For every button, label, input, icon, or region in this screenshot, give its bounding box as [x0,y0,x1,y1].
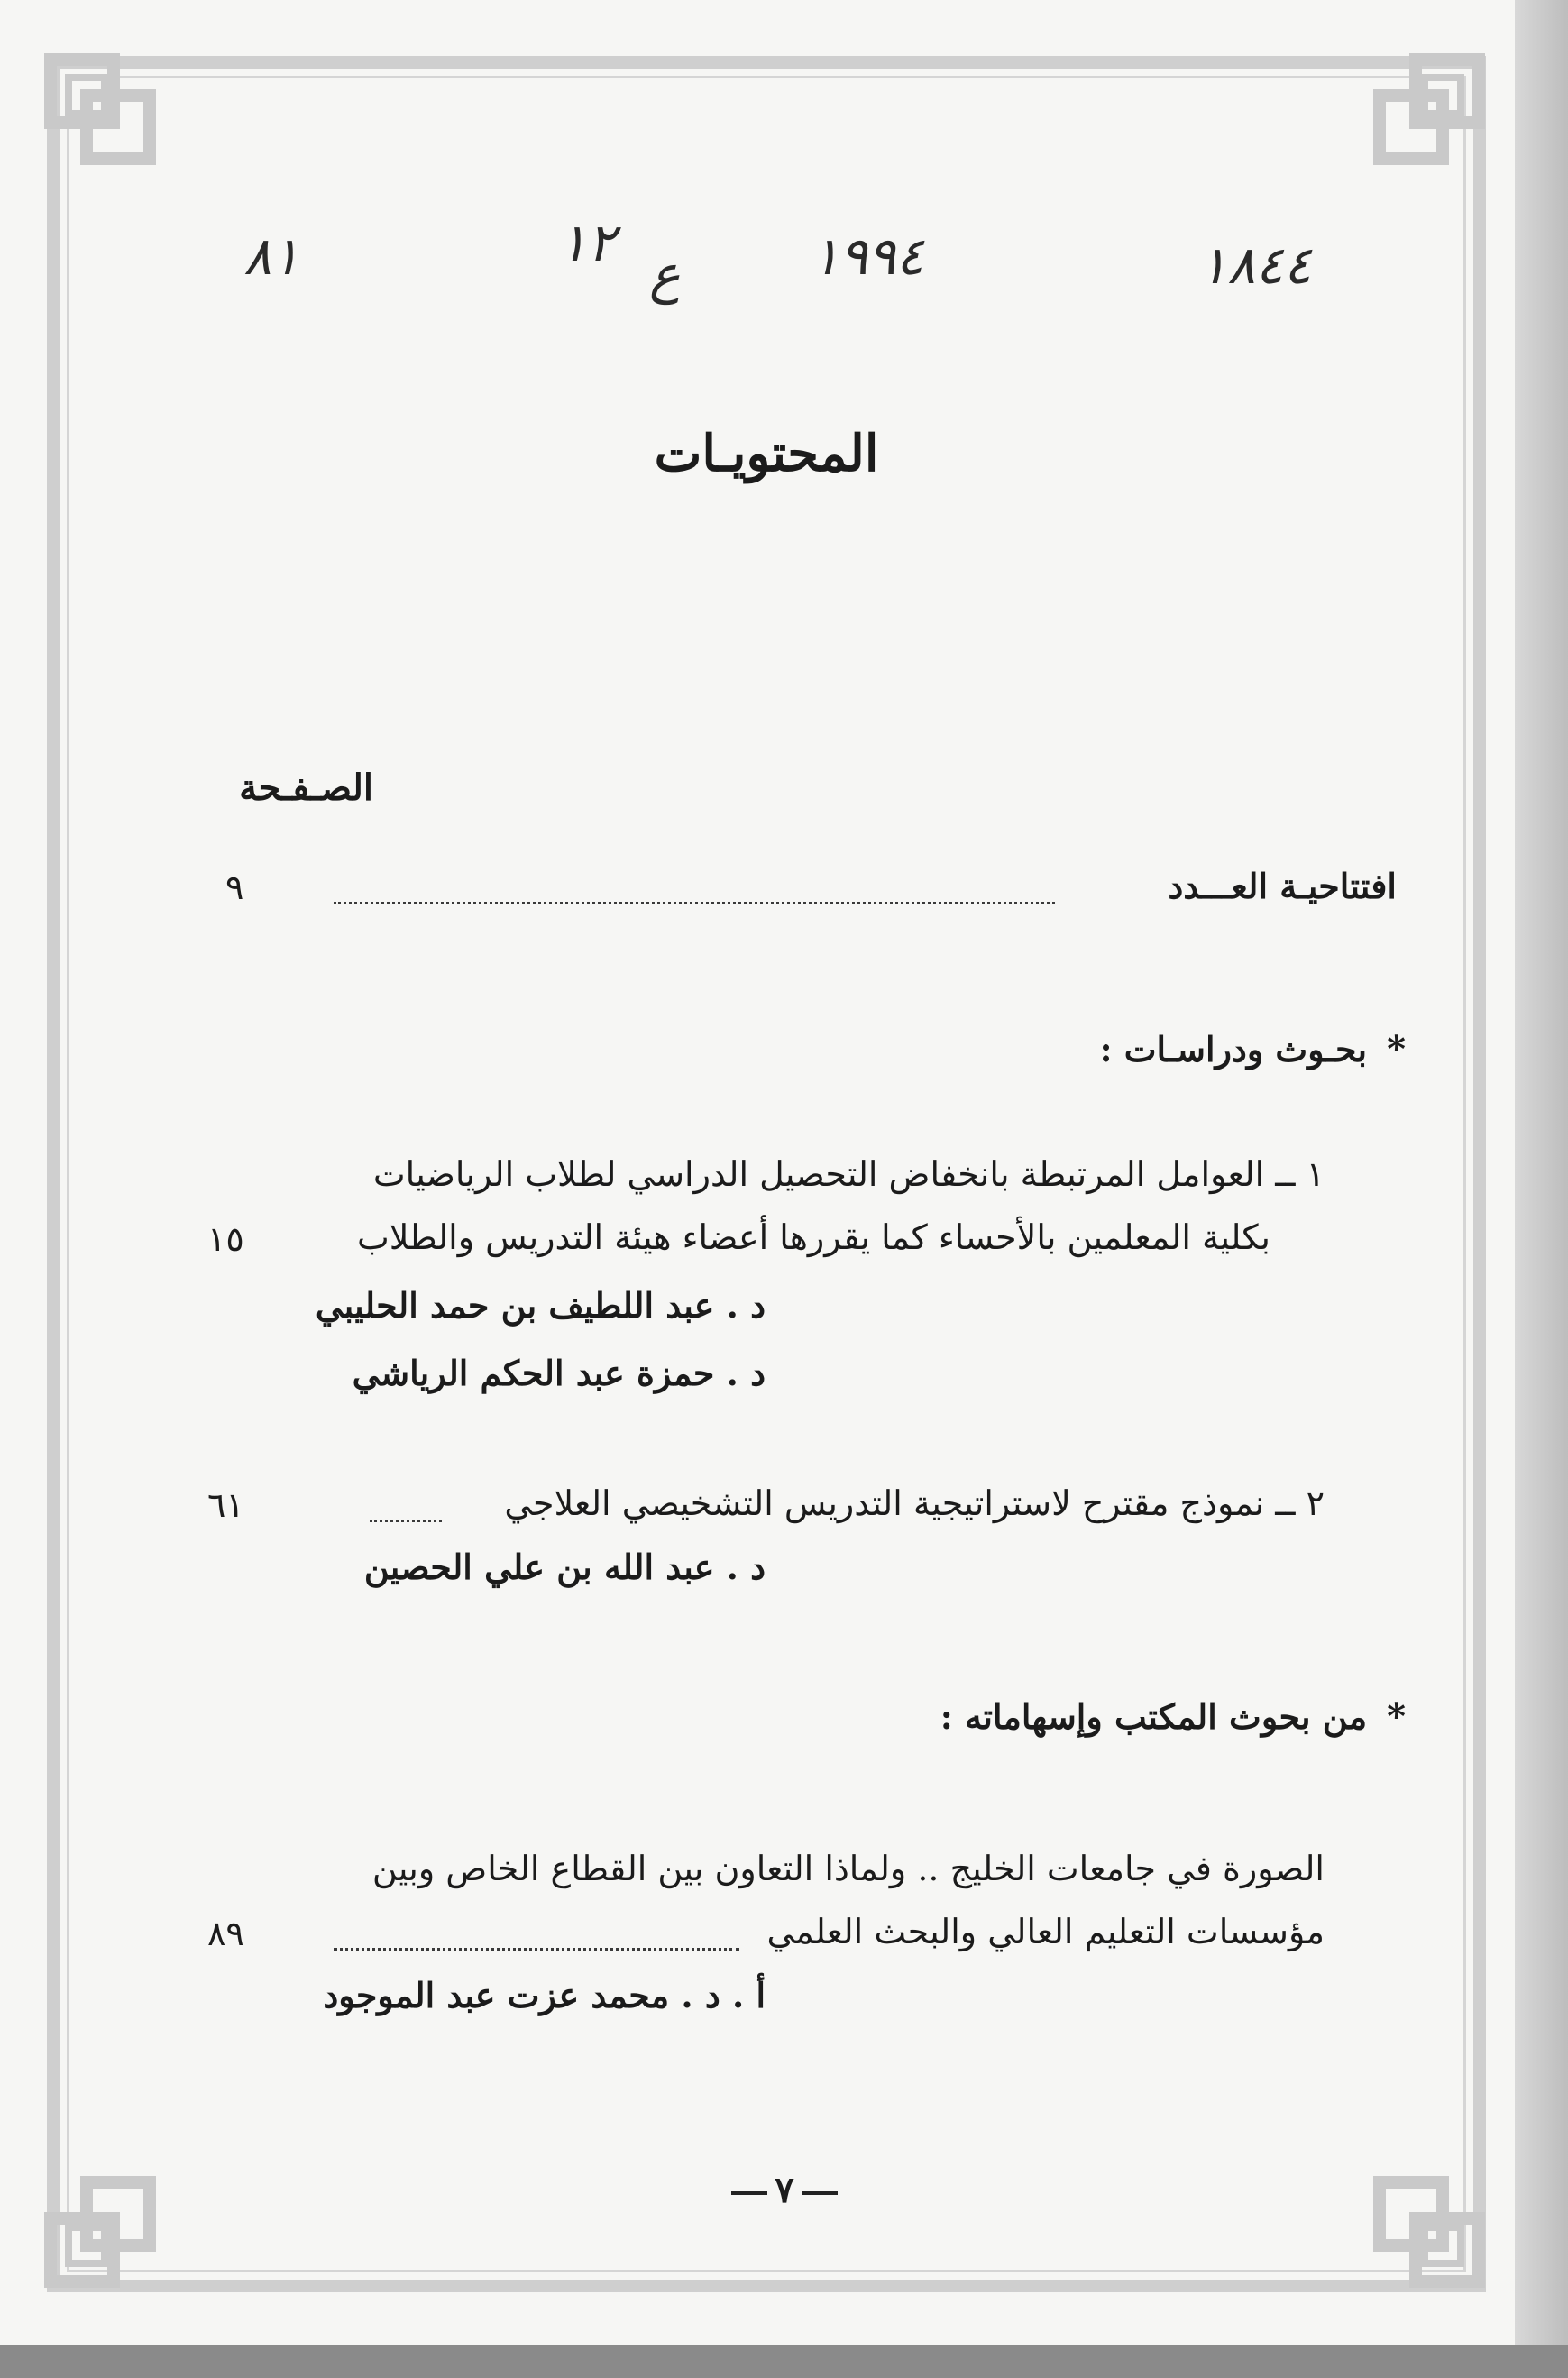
item2-page: ٦١ [207,1485,244,1525]
editorial-page: ٩ [225,868,244,907]
item1-author1: د . عبد اللطيف بن حمد الحليبي [315,1285,766,1326]
page-title: المحتويـات [654,424,879,483]
corner-ornament-icon [41,2137,195,2291]
item1-page: ١٥ [207,1219,244,1259]
editorial-label: افتتاحيـة العـــدد [1168,866,1397,906]
page-column-header: الصـفـحة [239,767,373,809]
bullet-star-icon: * [1387,1028,1406,1070]
item2-title-line1: ٢ ــ نموذج مقترح لاستراتيجية التدريس التشخيصي العلاجي [504,1483,1325,1523]
handwritten-code-right: ١٨٤٤ [1199,234,1312,296]
item3-author1: أ . د . محمد عزت عبد الموجود [323,1975,766,2015]
section-label: بحـوث ودراسـات : [1099,1029,1368,1070]
item3-title-line2: مؤسسات التعليم العالي والبحث العلمي [766,1912,1325,1951]
section-label: من بحوث المكتب وإسهاماته : [940,1696,1368,1737]
leader-dots [370,1520,442,1522]
handwritten-issue: ١٢ [559,212,616,273]
handwritten-code-left: ٨١ [243,225,300,287]
footer-page-number: ٧ [703,2169,866,2211]
item3-page: ٨٩ [207,1914,244,1953]
leader-dots [334,902,1055,904]
section-heading-research [1099,1028,1406,1070]
handwritten-mark: ع [649,243,681,305]
section-heading-office [940,1695,1406,1738]
item1-author2: د . حمزة عبد الحكم الرياشي [352,1353,766,1393]
item3-title-line1: الصورة في جامعات الخليج .. ولماذا التعاون بين القطاع الخاص وبين [371,1849,1325,1888]
corner-ornament-icon [1334,50,1488,204]
handwritten-year: ١٩٩٤ [812,225,924,287]
item1-title-line2: بكلية المعلمين بالأحساء كما يقررها أعضاء هيئة التدريس والطلاب [356,1217,1270,1257]
leader-dots [334,1948,739,1951]
bullet-star-icon: * [1387,1695,1406,1738]
corner-ornament-icon [1334,2137,1488,2291]
scan-bottom-strip [0,2345,1568,2378]
corner-ornament-icon [41,50,195,204]
item2-author1: د . عبد الله بن علي الحصين [363,1547,766,1587]
page-edge-shadow [1515,0,1568,2378]
item1-title-line1: ١ ــ العوامل المرتبطة بانخفاض التحصيل الدراسي لطلاب الرياضيات [372,1154,1325,1194]
